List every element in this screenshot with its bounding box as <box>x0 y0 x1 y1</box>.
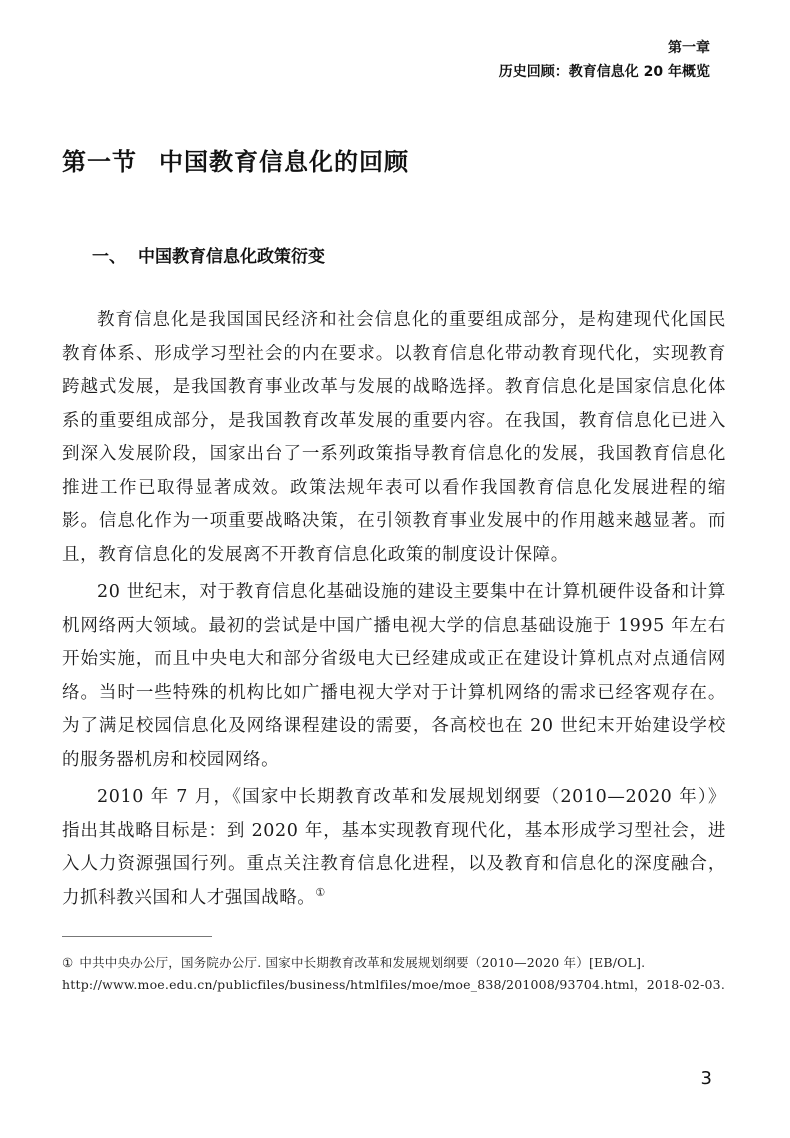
page-number: 3 <box>700 1068 712 1089</box>
footnote-reference[interactable]: ① <box>315 885 326 899</box>
footnote <box>62 952 730 996</box>
section-number: 第一节 <box>62 148 137 176</box>
subsection-title: 中国教育信息化政策衍变 <box>138 247 325 267</box>
section-heading <box>62 142 409 177</box>
section-title: 中国教育信息化的回顾 <box>159 148 409 176</box>
footnote-divider <box>62 936 212 937</box>
chapter-label: 第一章 <box>668 40 710 56</box>
body-text <box>62 304 726 919</box>
footnote-text: 中共中央办公厅，国务院办公厅. 国家中长期教育改革和发展规划纲要（2010—2020 年）[EB/OL]. http://www.moe.edu.cn/publicfiles/business/htmlfiles/moe/moe_838/201008/93704.html，2018-02-03. <box>62 955 725 992</box>
subsection-number: 一、 <box>92 247 126 267</box>
subsection-heading <box>92 242 325 267</box>
paragraph-with-footnote <box>62 781 726 915</box>
paragraph: 教育信息化是我国国民经济和社会信息化的重要组成部分，是构建现代化国民教育体系、形成学习型社会的内在要求。以教育信息化带动教育现代化，实现教育跨越式发展，是我国教育事业改革与发展的战略选择。教育信息化是国家信息化体系的重要组成部分，是我国教育改革发展的重要内容。在我国，教育信息化已进入到深入发展阶段，国家出台了一系列政策指导教育信息化的发展，我国教育信息化推进工作已取得显著成效。政策法规年表可以看作我国教育信息化发展进程的缩影。信息化作为一项重要战略决策，在引领教育事业发展中的作用越来越显著。而且，教育信息化的发展离不开教育信息化政策的制度设计保障。 <box>62 310 726 565</box>
paragraph-text: 2010 年 7 月，《国家中长期教育改革和发展规划纲要（2010—2020 年）》指出其战略目标是：到 2020 年，基本实现教育现代化，基本形成学习型社会，进入人力资源强国行列。重点关注教育信息化进程，以及教育和信息化的深度融合，力抓科教兴国和人才强国战略。 <box>62 787 726 908</box>
running-header <box>499 36 710 84</box>
footnote-mark: ① <box>62 955 74 970</box>
paragraph: 20 世纪末，对于教育信息化基础设施的建设主要集中在计算机硬件设备和计算机网络两大领域。最初的尝试是中国广播电视大学的信息基础设施于 1995 年左右开始实施，而且中央电大和部分省级电大已经建成或正在建设计算机点对点通信网络。当时一些特殊的机构比如广播电视大学对于计算机网络的需求已经客观存在。为了满足校园信息化及网络课程建设的需要，各高校也在 20 世纪末开始建设学校的服务器机房和校园网络。 <box>62 582 726 770</box>
chapter-title: 历史回顾：教育信息化 20 年概览 <box>498 64 710 80</box>
